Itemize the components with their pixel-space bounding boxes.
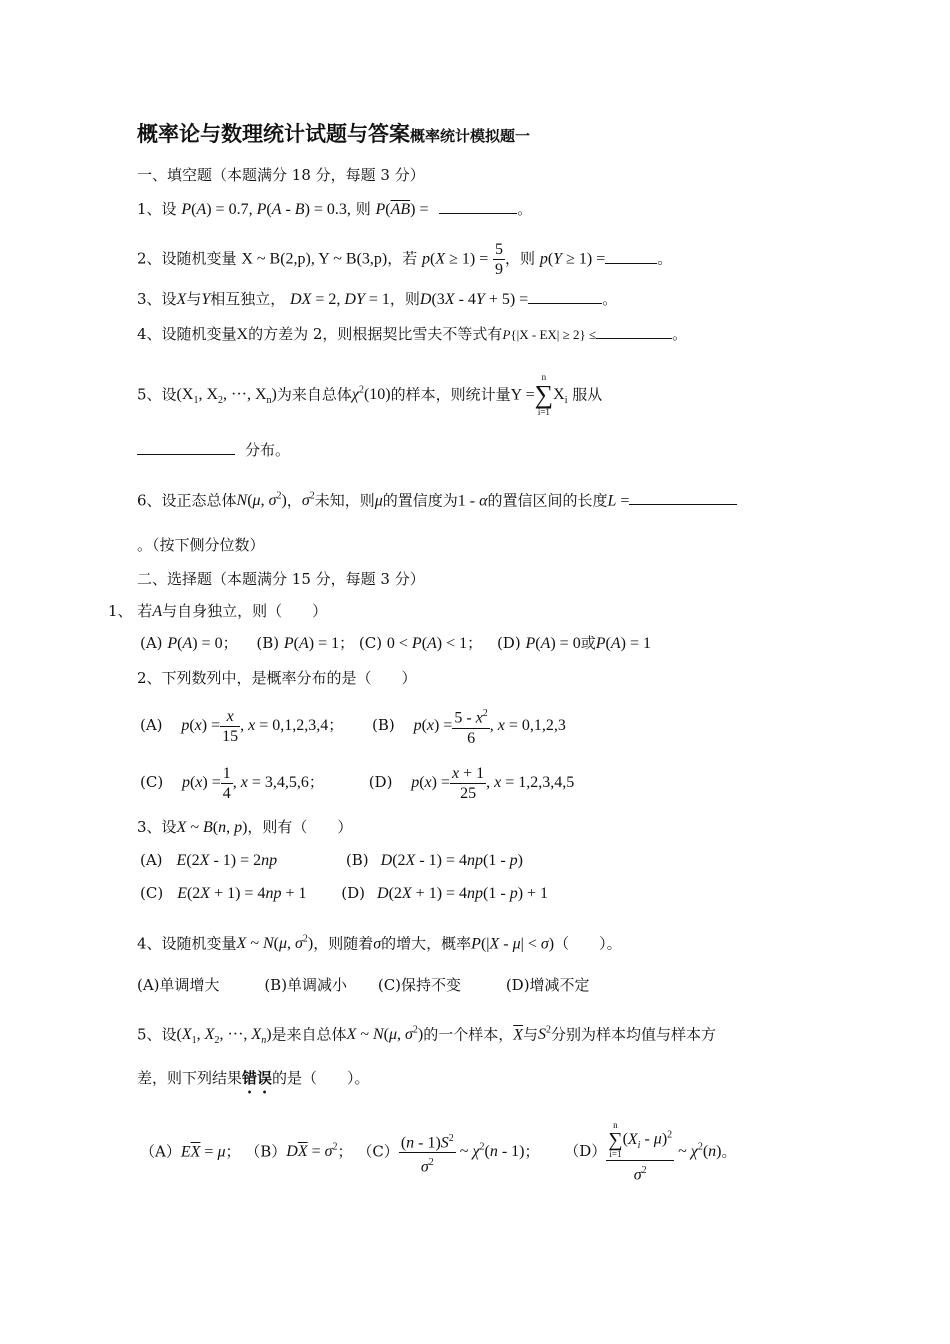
emphasis-text: 错误 [242,1069,273,1087]
choice-question-5-options: $(A)E\overline{X} = \mu$； $(B)D\overline{X} = \sigma^2$； （C） $\frac{(n - 1)S^2}{\sigma^2}$ ~ $\chi^2(n - 1)$； （D） n ∑ i=1 $(X_i - \mu)^2$ $\sigma^2$ ~ $\chi^2(n)$。 [140,1120,737,1184]
choice-question-3: 3、设X ~ B(n, p)，则有（ ） [137,818,353,836]
choice-question-1: 1、 若A与自身独立，则（ ） [108,602,328,620]
answer-blank[interactable] [629,490,737,505]
fill-question-3: 3、设X与Y相互独立， DX = 2, DY = 1，则D(3X - 4Y + 5) = 。 [137,290,618,308]
fill-question-6: 6、设正态总体N(μ, $\sigma^2$)，$\sigma^2$未知，则μ的置信度为1 - α的置信区间的长度L = [137,486,737,512]
choice-question-1-options: (A) P(A) = 0； (B) P(A) = 1； (C) 0 < P(A) < 1； (D) P(A) = 0或P(A) = 1 [140,634,651,652]
title-sub: 概率统计模拟题一 [410,127,531,145]
sum-symbol: n ∑ i=1 [534,372,554,418]
answer-blank[interactable] [528,289,602,304]
choice-question-4: 4、设随机变量X ~ N(μ, $\sigma^2$)，则随着σ的增大，概率P(|X - μ| < σ)（ ）。 [137,934,622,953]
choice-question-3-options-ab: (A) E(2X - 1) = 2np (B) D(2X - 1) = 4np(1 - p) [140,851,523,869]
title-main: 概率论与数理统计试题与答案 [137,121,410,146]
section1-heading: 一、填空题（本题满分 18 分，每题 3 分） [137,166,425,184]
choice-question-5-cont: 差，则下列结果错误的是（ ）。 [137,1069,370,1087]
section2-heading: 二、选择题（本题满分 15 分，每题 3 分） [137,570,425,588]
fill-question-1: 1、设 P(A) = 0.7, P(A - B) = 0.3, 则 $P(\overline{AB})$ = 。 [137,200,533,218]
choice-question-2-options-cd: (C) p(x) = $\frac{1}{4}$ , x = 3,4,5,6； (D) p(x) = $\frac{x + 1}{25}$ , x = 1,2,3,4,5 [140,764,575,802]
choice-question-2-options-ab: (A) p(x) = $\frac{x}{15}$ , x = 0,1,2,3,4； (B) p(x) = $\frac{5 - x^2}{6}$ , x = 0,1,2,3 [140,707,566,747]
answer-blank[interactable] [137,440,235,455]
answer-blank[interactable] [596,324,672,339]
choice-question-3-options-cd: (C) E(2X + 1) = 4np + 1 (D) D(2X + 1) = 4np(1 - p) + 1 [140,884,549,902]
answer-blank[interactable] [605,249,657,264]
fill-question-4: 4、设随机变量X的方差为 2，则根据契比雪夫不等式有P{|X - EX| ≥ 2} ≤ 。 [137,325,688,343]
choice-question-4-options: (A)单调增大 (B)单调减小 (C)保持不变 (D)增减不定 [137,976,590,994]
fill-question-5-cont: 分布。 [137,439,290,461]
fill-question-2: 2、设随机变量 X ~ B(2,p), Y ~ B(3,p)，若 p(X ≥ 1) = $\frac{5}{9}$ ，则 p(Y ≥ 1) = 。 [137,241,673,278]
fill-question-5: 5、设($X_1$, $X_2$, ···, $X_n$)为来自总体$\chi^2(10)$的样本，则统计量Y = n ∑ i=1 $X_i$ 服从 [137,372,603,418]
choice-question-5: 5、设($X_1$, $X_2$, ···, $X_n$)是来自总体X ~ N(μ, $\sigma^2$)的一个样本，$\overline{X}$与$S^2$分别为样本均值与样本方 [137,1025,717,1047]
page-title [137,123,530,147]
fraction: $\frac{5}{9}$ [495,241,504,278]
answer-blank[interactable] [439,199,517,214]
choice-question-2: 2、下列数列中，是概率分布的是（ ） [137,669,417,687]
fill-question-6-cont: 。（按下侧分位数） [137,536,265,554]
